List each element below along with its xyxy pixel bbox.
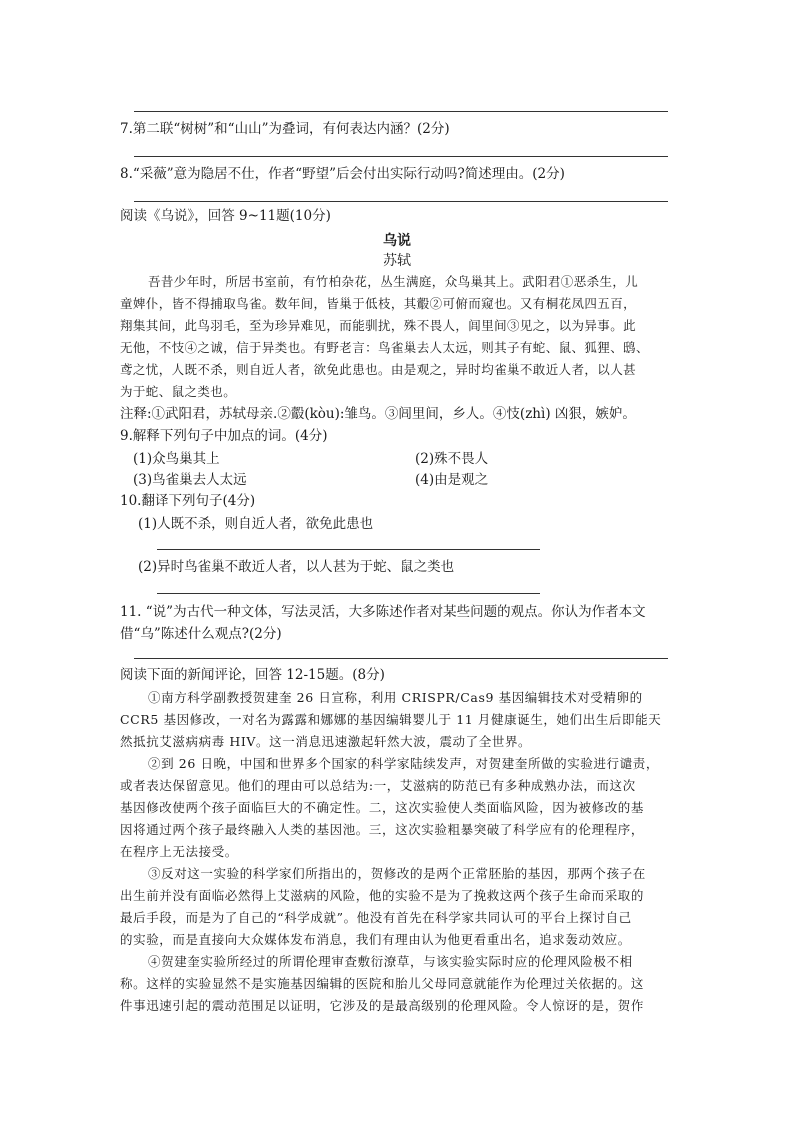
q10-item: (1)人既不杀，则自近人者，欲免此患也	[138, 516, 374, 532]
passage-author: 苏轼	[383, 253, 411, 269]
question-7: 7.第二联“树树”和“山山”为叠词，有何表达内涵？(2分)	[120, 121, 450, 137]
question-8: 8.“采薇”意为隐居不仕，作者“野望”后会付出实际行动吗?简述理由。(2分)	[120, 166, 565, 182]
answer-line	[134, 111, 668, 112]
q9-item: (3)鸟雀巢去人太远	[133, 472, 247, 488]
answer-line	[134, 156, 668, 157]
news-line: CCR5 基因修改，一对名为露露和娜娜的基因编辑婴儿于 11 月健康诞生，她们出生后即能天	[120, 712, 662, 727]
q10-item: (2)异时鸟雀巢不敢近人者，以人甚为于蛇、鼠之类也	[138, 559, 455, 575]
news-line: 在程序上无法接受。	[120, 844, 238, 859]
answer-line	[157, 549, 540, 550]
news-line: 的实验，而是直接向大众媒体发布消息，我们有理由认为他更看重出名，追求轰动效应。	[120, 932, 631, 947]
news-line: 因将通过两个孩子最终融入人类的基因池。三，这次实验粗暴突破了科学应有的伦理程序，	[120, 822, 645, 837]
passage-line: 翔集其间，此鸟羽毛，至为珍异难见，而能驯扰，殊不畏人，闾里间③见之，以为异事。此	[120, 318, 637, 333]
news-line: 出生前并没有面临必然得上艾滋病的风险，他的实验不是为了挽救这两个孩子生命而采取的	[120, 888, 645, 903]
question-10: 10.翻译下列句子(4分)	[120, 493, 256, 509]
news-line: 或者表达保留意见。他们的理由可以总结为:一，艾滋病的防范已有多种成熟办法，而这次	[120, 778, 636, 793]
news-line: 称。这样的实验显然不是实施基因编辑的医院和胎儿父母同意就能作为伦理过关依据的。这	[120, 976, 645, 991]
news-line: 件事迅速引起的震动范围足以证明，它涉及的是最高级别的伦理风险。令人惊讶的是，贺作	[120, 998, 645, 1013]
passage-title: 乌说	[383, 233, 411, 249]
reading2-intro: 阅读下面的新闻评论，回答 12-15题。(8分)	[120, 667, 385, 683]
news-line: 然抵抗艾滋病病毒 HIV。这一消息迅速激起轩然大波，震动了全世界。	[120, 734, 532, 749]
question-11: 借“乌”陈述什么观点?(2分)	[120, 626, 282, 642]
news-line: 最后手段，而是为了自己的“科学成就”。他没有首先在科学家共同认可的平台上探讨自己	[120, 910, 632, 925]
answer-line	[157, 593, 540, 594]
news-line: ④贺建奎实验所经过的所谓伦理审查敷衍潦草，与该实验实际时应的伦理风险极不相	[148, 954, 633, 969]
passage-line: 为于蛇、鼠之类也。	[120, 384, 237, 399]
question-11: 11. “说”为古代一种文体，写法灵活，大多陈述作者对某些问题的观点。你认为作者本文	[120, 604, 646, 620]
passage-line: 鸢之忧，人既不杀，则自近人者，欲免此患也。由是观之，异时均雀巢不敢近人者，以人甚	[120, 362, 637, 377]
question-9: 9.解释下列句子中加点的词。(4分)	[120, 428, 328, 444]
answer-line	[134, 658, 668, 659]
passage-notes: 注释:①武阳君，苏轼母亲.②鷇(kòu):雏鸟。③闾里间，乡人。④忮(zhì) 凶狠，嫉妒。	[120, 406, 636, 422]
q9-item: (4)由是观之	[415, 472, 489, 488]
news-line: 基因修改使两个孩子面临巨大的不确定性。二，这次实验使人类面临风险，因为被修改的基	[120, 800, 645, 815]
news-line: ③反对这一实验的科学家们所指出的，贺修改的是两个正常胚胎的基因，那两个孩子在	[148, 866, 646, 881]
reading1-intro: 阅读《乌说》，回答 9~11题(10分)	[120, 208, 331, 224]
answer-line	[134, 201, 668, 202]
q9-item: (2)殊不畏人	[415, 451, 489, 467]
passage-line: 童婢仆，皆不得捕取鸟雀。数年间，皆巢于低枝，其鷇②可俯而窥也。又有桐花凤四五百，	[120, 296, 637, 311]
passage-line: 无他，不忮④之诚，信于异类也。有野老言：鸟雀巢去人太远，则其子有蛇、鼠、狐狸、鸱、	[120, 340, 649, 355]
passage-line: 吾昔少年时，所居书室前，有竹柏杂花，丛生满庭，众鸟巢其上。武阳君①恶杀生，儿	[148, 274, 639, 289]
news-line: ②到 26 日晚，中国和世界多个国家的科学家陆续发声，对贺建奎所做的实验进行谴责，	[148, 756, 659, 771]
news-line: ①南方科学副教授贺建奎 26 日宣称，利用 CRISPR/Cas9 基因编辑技术对受精卵的	[148, 690, 643, 705]
q9-item: (1)众鸟巢其上	[133, 451, 220, 467]
